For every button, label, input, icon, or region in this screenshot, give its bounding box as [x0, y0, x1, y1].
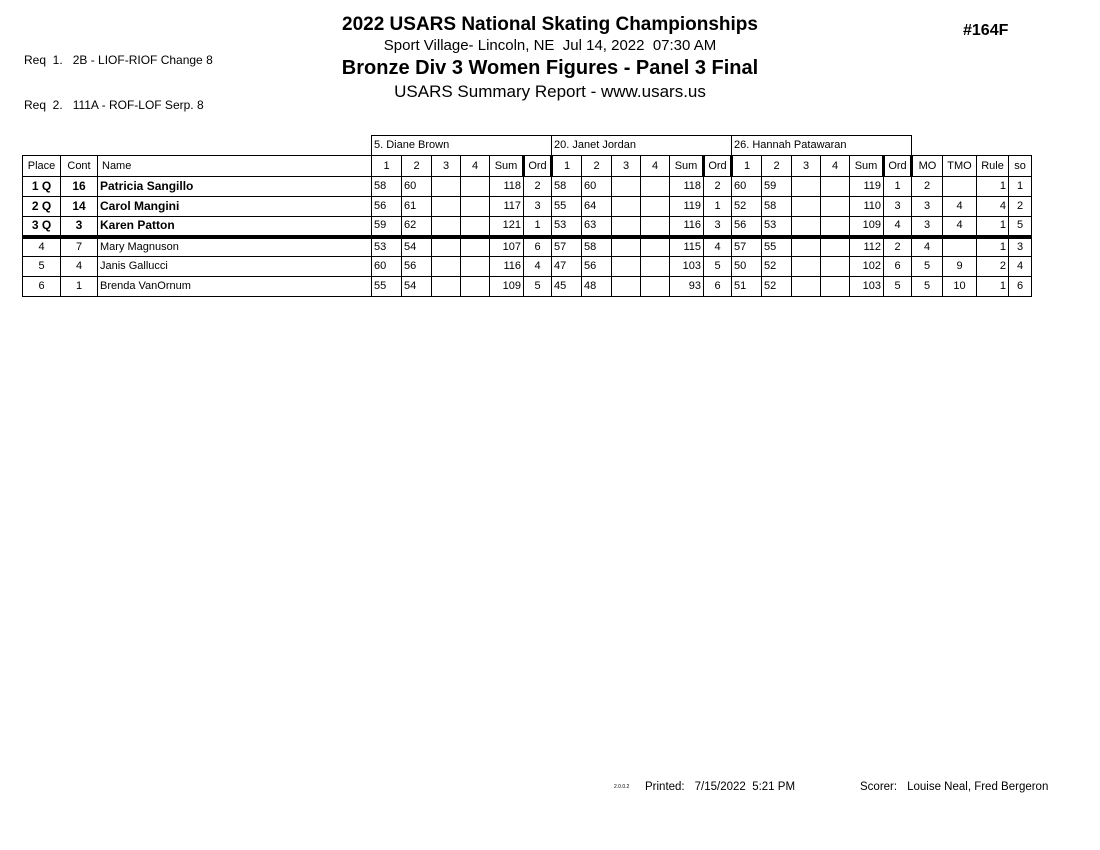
- cell-score: 48: [582, 277, 612, 297]
- col-header-mo: MO: [912, 156, 943, 177]
- cell-score: [461, 217, 490, 237]
- cell-ordinal: 3: [524, 197, 552, 217]
- cell-sum: 117: [490, 197, 524, 217]
- cell-score: [432, 277, 461, 297]
- cell-ordinal: 6: [524, 237, 552, 257]
- cell-ordinal: 5: [524, 277, 552, 297]
- cell-sum: 112: [850, 237, 884, 257]
- cell-score: [612, 177, 641, 197]
- cell-score: [461, 277, 490, 297]
- cell-score: [612, 217, 641, 237]
- col-header-score1: 1: [732, 156, 762, 177]
- cell-score: 60: [582, 177, 612, 197]
- event-number: #164F: [963, 22, 1009, 39]
- cell-score: [641, 277, 670, 297]
- cell-rule: 1: [977, 217, 1009, 237]
- cell-score: [792, 197, 821, 217]
- cell-sum-of-ordinals: 6: [1009, 277, 1032, 297]
- cell-score: [461, 197, 490, 217]
- cell-score: 58: [372, 177, 402, 197]
- venue-date-line: Sport Village- Lincoln, NE Jul 14, 2022 07:30 AM: [383, 37, 717, 54]
- cell-score: 57: [732, 237, 762, 257]
- col-header-place: Place: [23, 156, 61, 177]
- cell-score: [432, 177, 461, 197]
- cell-majority-ordinal: 2: [912, 177, 943, 197]
- cell-score: [641, 217, 670, 237]
- cell-score: 54: [402, 237, 432, 257]
- cell-score: 47: [552, 257, 582, 277]
- cell-score: 51: [732, 277, 762, 297]
- col-header-score1: 1: [372, 156, 402, 177]
- cell-total-majority-ordinal: 4: [943, 217, 977, 237]
- cell-score: 50: [732, 257, 762, 277]
- cell-skater-name: Karen Patton: [98, 217, 372, 237]
- judges-header-row: [23, 136, 1032, 156]
- col-header-score2: 2: [582, 156, 612, 177]
- cell-score: 53: [762, 217, 792, 237]
- cell-score: 63: [582, 217, 612, 237]
- cell-score: 61: [402, 197, 432, 217]
- cell-score: 53: [372, 237, 402, 257]
- cell-sum: 109: [850, 217, 884, 237]
- cell-place: 6: [23, 277, 61, 297]
- cell-rule: 2: [977, 257, 1009, 277]
- cell-sum-of-ordinals: 3: [1009, 237, 1032, 257]
- cell-score: 52: [762, 257, 792, 277]
- cell-score: 59: [762, 177, 792, 197]
- cell-ordinal: 1: [884, 177, 912, 197]
- cell-ordinal: 1: [524, 217, 552, 237]
- cell-score: [792, 237, 821, 257]
- cell-score: [821, 177, 850, 197]
- scorer-line: [860, 781, 1048, 793]
- software-version: 2.0.0.2: [614, 784, 630, 790]
- cell-score: 55: [552, 197, 582, 217]
- cell-total-majority-ordinal: [943, 237, 977, 257]
- cell-place: 4: [23, 237, 61, 257]
- cell-sum: 116: [490, 257, 524, 277]
- cell-rule: 1: [977, 237, 1009, 257]
- col-header-score3: 3: [792, 156, 821, 177]
- cell-majority-ordinal: 4: [912, 237, 943, 257]
- cell-sum: 110: [850, 197, 884, 217]
- cell-contestant-number: 1: [61, 277, 98, 297]
- col-header-rule: Rule: [977, 156, 1009, 177]
- report-header: [0, 13, 1100, 103]
- result-row: [23, 257, 1032, 277]
- printed-label: Printed:: [645, 781, 685, 793]
- cell-sum-of-ordinals: 5: [1009, 217, 1032, 237]
- cell-ordinal: 4: [524, 257, 552, 277]
- cell-score: 57: [552, 237, 582, 257]
- cell-majority-ordinal: 5: [912, 257, 943, 277]
- cell-score: [612, 237, 641, 257]
- col-header-score1: 1: [552, 156, 582, 177]
- printed-value: 7/15/2022 5:21 PM: [694, 781, 796, 793]
- col-header-score2: 2: [402, 156, 432, 177]
- cell-sum: 109: [490, 277, 524, 297]
- cell-score: [641, 237, 670, 257]
- req-line-2: Req 2. 111A - ROF-LOF Serp. 8: [24, 98, 204, 112]
- result-row: [23, 277, 1032, 297]
- cell-majority-ordinal: 3: [912, 217, 943, 237]
- cell-ordinal: 2: [524, 177, 552, 197]
- report-type-line: USARS Summary Report - www.usars.us: [394, 82, 706, 101]
- result-row: [23, 177, 1032, 197]
- col-header-score3: 3: [432, 156, 461, 177]
- cell-score: [641, 257, 670, 277]
- cell-place: 5: [23, 257, 61, 277]
- cell-score: 55: [372, 277, 402, 297]
- cell-ordinal: 4: [704, 237, 732, 257]
- cell-score: [792, 277, 821, 297]
- cell-score: [432, 197, 461, 217]
- cell-score: [821, 197, 850, 217]
- cell-place: 1 Q: [23, 177, 61, 197]
- cell-contestant-number: 7: [61, 237, 98, 257]
- cell-sum: 103: [850, 277, 884, 297]
- cell-ordinal: 3: [704, 217, 732, 237]
- col-header-ord: Ord: [884, 156, 912, 177]
- cell-score: 58: [552, 177, 582, 197]
- cell-score: 56: [402, 257, 432, 277]
- printed-timestamp: [645, 781, 795, 793]
- cell-ordinal: 1: [704, 197, 732, 217]
- cell-sum: 93: [670, 277, 704, 297]
- cell-score: 58: [582, 237, 612, 257]
- cell-score: 54: [402, 277, 432, 297]
- cell-sum-of-ordinals: 2: [1009, 197, 1032, 217]
- cell-majority-ordinal: 3: [912, 197, 943, 217]
- cell-skater-name: Patricia Sangillo: [98, 177, 372, 197]
- cell-skater-name: Carol Mangini: [98, 197, 372, 217]
- col-header-sum: Sum: [850, 156, 884, 177]
- col-header-tmo: TMO: [943, 156, 977, 177]
- col-header-score4: 4: [821, 156, 850, 177]
- cell-place: 2 Q: [23, 197, 61, 217]
- col-header-name: Name: [98, 156, 372, 177]
- table-body: [23, 177, 1032, 297]
- cell-sum: 119: [670, 197, 704, 217]
- col-header-ord: Ord: [524, 156, 552, 177]
- cell-rule: 1: [977, 277, 1009, 297]
- col-header-score4: 4: [641, 156, 670, 177]
- cell-total-majority-ordinal: 4: [943, 197, 977, 217]
- cell-sum: 118: [490, 177, 524, 197]
- judges-row-spacer-right: [912, 136, 1032, 156]
- cell-score: 59: [372, 217, 402, 237]
- cell-contestant-number: 4: [61, 257, 98, 277]
- scorer-value: Louise Neal, Fred Bergeron: [907, 781, 1049, 793]
- cell-contestant-number: 14: [61, 197, 98, 217]
- event-title: Bronze Div 3 Women Figures - Panel 3 Final: [341, 57, 759, 79]
- judge-name-2: 20. Janet Jordan: [552, 136, 732, 156]
- cell-total-majority-ordinal: 9: [943, 257, 977, 277]
- cell-score: [821, 257, 850, 277]
- cell-score: 60: [732, 177, 762, 197]
- cell-sum: 102: [850, 257, 884, 277]
- col-header-score2: 2: [762, 156, 792, 177]
- cell-ordinal: 6: [704, 277, 732, 297]
- cell-score: 56: [372, 197, 402, 217]
- cell-sum: 119: [850, 177, 884, 197]
- cell-score: 53: [552, 217, 582, 237]
- cell-score: [461, 257, 490, 277]
- cell-score: 60: [372, 257, 402, 277]
- cell-sum: 103: [670, 257, 704, 277]
- cell-rule: 4: [977, 197, 1009, 217]
- col-header-cont: Cont: [61, 156, 98, 177]
- cell-score: [461, 237, 490, 257]
- cell-skater-name: Mary Magnuson: [98, 237, 372, 257]
- scorer-label: Scorer:: [860, 781, 898, 793]
- cell-score: 56: [732, 217, 762, 237]
- cell-score: 60: [402, 177, 432, 197]
- cell-score: [821, 277, 850, 297]
- cell-score: [821, 237, 850, 257]
- cell-place: 3 Q: [23, 217, 61, 237]
- cell-score: 52: [732, 197, 762, 217]
- cell-rule: 1: [977, 177, 1009, 197]
- cell-skater-name: Brenda VanOrnum: [98, 277, 372, 297]
- cell-contestant-number: 16: [61, 177, 98, 197]
- cell-total-majority-ordinal: [943, 177, 977, 197]
- result-row: [23, 217, 1032, 237]
- judge-name-1: 5. Diane Brown: [372, 136, 552, 156]
- col-header-so: so: [1009, 156, 1032, 177]
- col-header-sum: Sum: [490, 156, 524, 177]
- cell-skater-name: Janis Gallucci: [98, 257, 372, 277]
- cell-sum-of-ordinals: 1: [1009, 177, 1032, 197]
- req-line-1: Req 1. 2B - LIOF-RIOF Change 8: [24, 53, 213, 67]
- cell-score: [432, 237, 461, 257]
- cell-sum: 115: [670, 237, 704, 257]
- cell-sum: 107: [490, 237, 524, 257]
- column-header-row: [23, 156, 1032, 177]
- cell-ordinal: 5: [704, 257, 732, 277]
- result-row: [23, 197, 1032, 217]
- cell-total-majority-ordinal: 10: [943, 277, 977, 297]
- cell-majority-ordinal: 5: [912, 277, 943, 297]
- results-table: [22, 135, 1032, 297]
- cell-score: [461, 177, 490, 197]
- cell-score: [432, 257, 461, 277]
- cell-sum: 116: [670, 217, 704, 237]
- cell-score: [432, 217, 461, 237]
- result-row: [23, 237, 1032, 257]
- cell-score: [612, 277, 641, 297]
- col-header-sum: Sum: [670, 156, 704, 177]
- col-header-score3: 3: [612, 156, 641, 177]
- cell-ordinal: 6: [884, 257, 912, 277]
- cell-score: 62: [402, 217, 432, 237]
- cell-score: [792, 217, 821, 237]
- cell-ordinal: 4: [884, 217, 912, 237]
- cell-sum-of-ordinals: 4: [1009, 257, 1032, 277]
- cell-score: [792, 257, 821, 277]
- col-header-score4: 4: [461, 156, 490, 177]
- championship-title: 2022 USARS National Skating Championships: [342, 14, 758, 35]
- judge-name-3: 26. Hannah Patawaran: [732, 136, 912, 156]
- judges-row-spacer-left: [23, 136, 372, 156]
- cell-score: 56: [582, 257, 612, 277]
- cell-score: [612, 257, 641, 277]
- col-header-ord: Ord: [704, 156, 732, 177]
- cell-contestant-number: 3: [61, 217, 98, 237]
- cell-ordinal: 2: [884, 237, 912, 257]
- cell-score: [641, 197, 670, 217]
- cell-score: [792, 177, 821, 197]
- cell-score: 64: [582, 197, 612, 217]
- cell-score: 55: [762, 237, 792, 257]
- cell-score: 52: [762, 277, 792, 297]
- cell-score: [641, 177, 670, 197]
- cell-ordinal: 3: [884, 197, 912, 217]
- cell-sum: 118: [670, 177, 704, 197]
- cell-score: [612, 197, 641, 217]
- cell-ordinal: 5: [884, 277, 912, 297]
- cell-score: [821, 217, 850, 237]
- cell-sum: 121: [490, 217, 524, 237]
- cell-score: 58: [762, 197, 792, 217]
- cell-ordinal: 2: [704, 177, 732, 197]
- cell-score: 45: [552, 277, 582, 297]
